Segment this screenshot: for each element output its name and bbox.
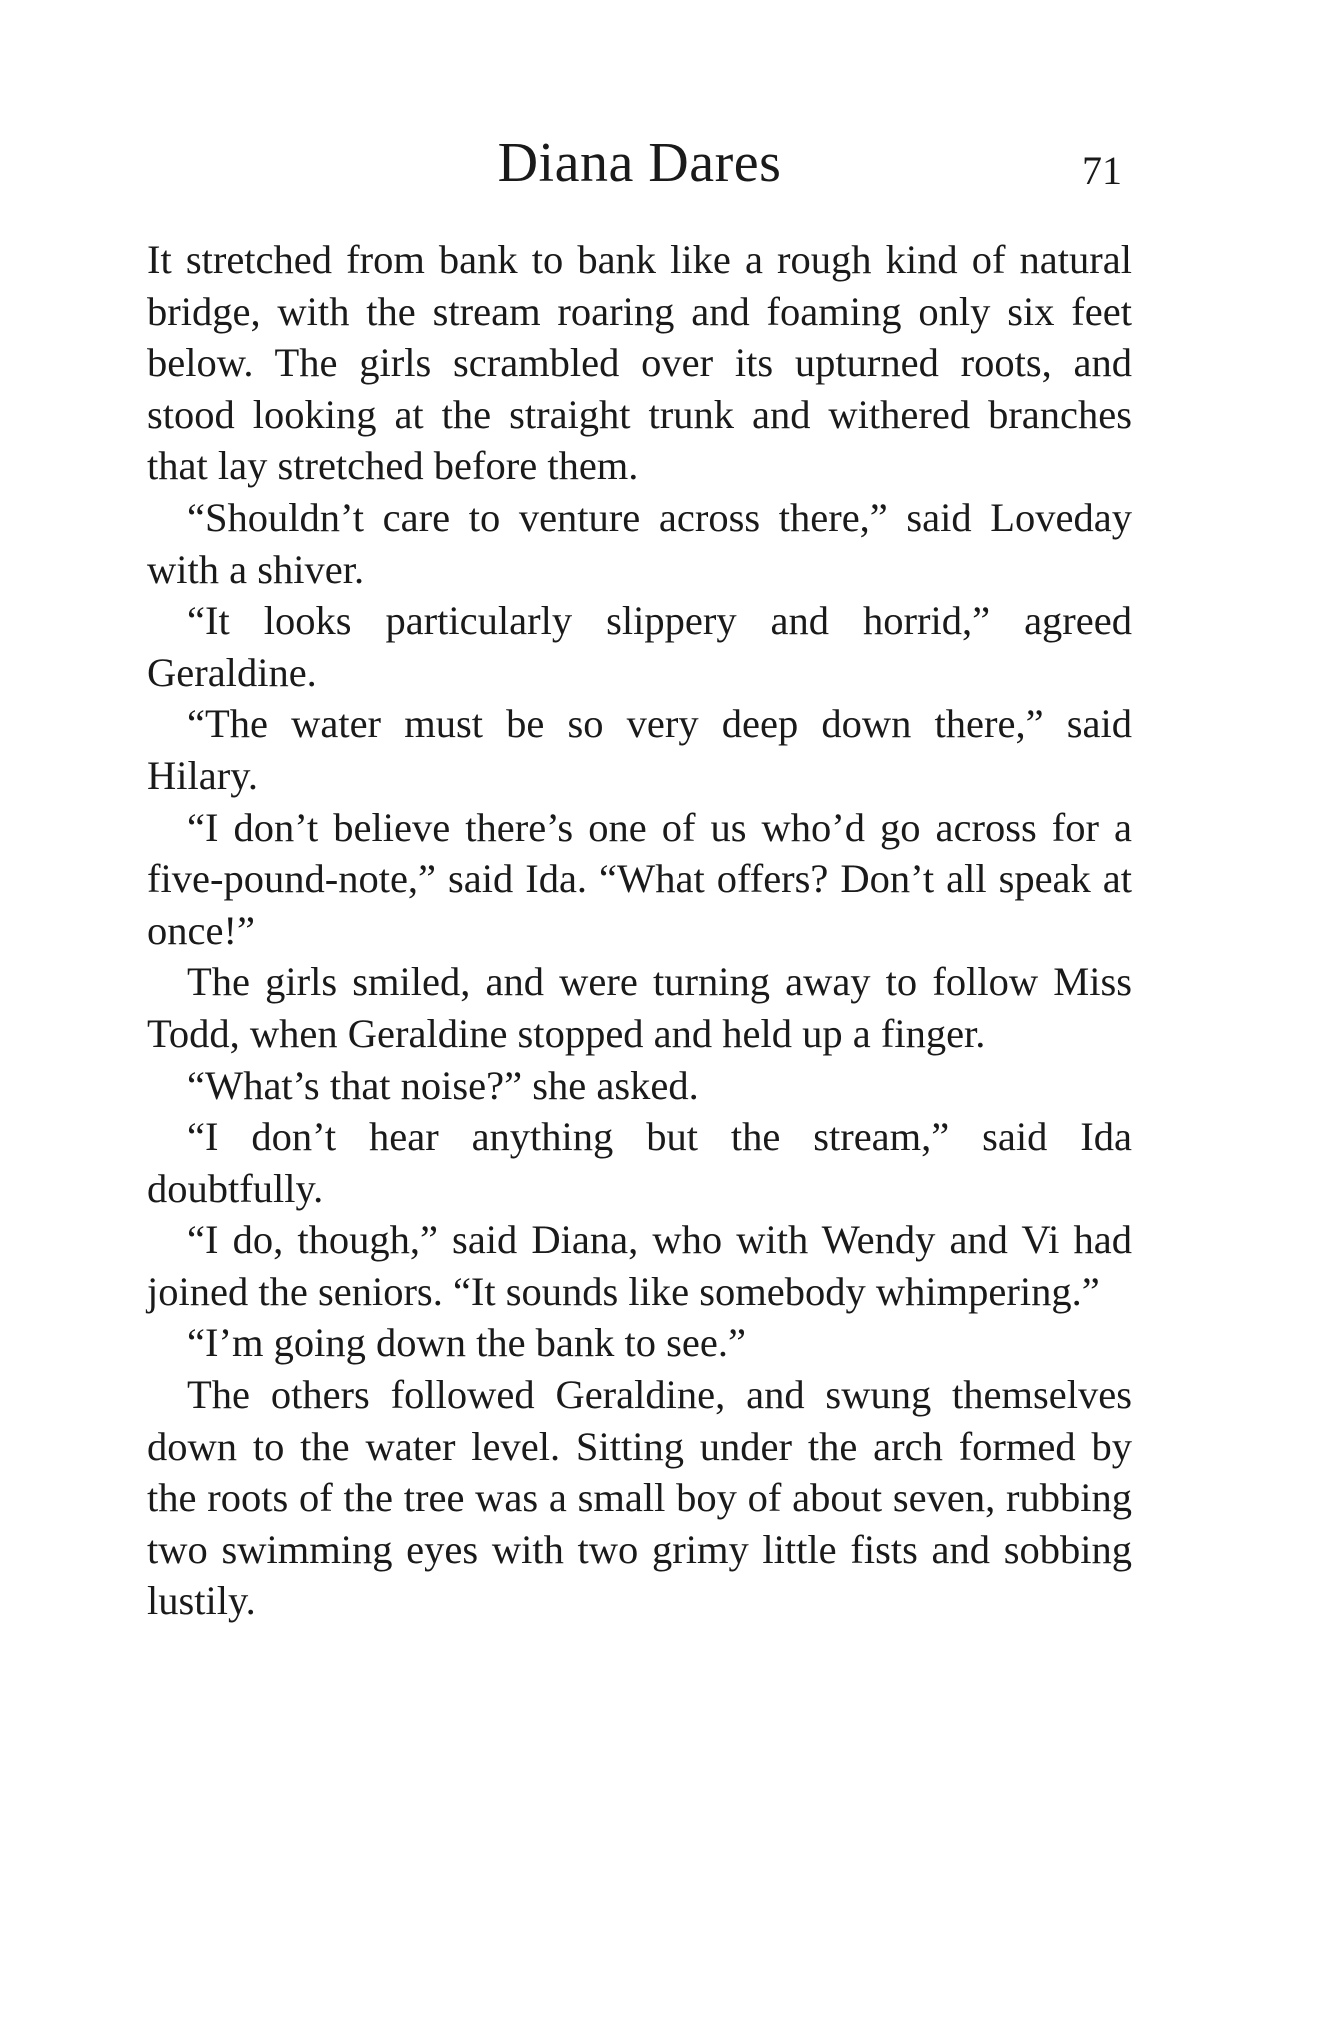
paragraph-6: The girls smiled, and were turning away to follow Miss Todd, when Geraldine stopped and held up a finger. (147, 959, 1132, 1056)
paragraph-2: “Shouldn’t care to venture across there,” said Loveday with a shiver. (147, 494, 1132, 592)
paragraph-5: “I don’t believe there’s one of us who’d go across for a five-pound-note,” said Ida. “What offers? Don’t all speak at once!” (147, 804, 1132, 953)
paragraph-4: “The water must be so very deep down there,” said Hilary. (147, 701, 1132, 798)
body-text (147, 234, 1132, 1627)
paragraph-7: “What’s that noise?” she asked. (187, 1062, 699, 1108)
page-number: 71 (1082, 148, 1122, 193)
paragraph-9: “I do, though,” said Diana, who with Wendy and Vi had joined the seniors. “It sounds like somebody whimpering.” (147, 1217, 1132, 1314)
paragraph-8: “I don’t hear anything but the stream,” said Ida doubtfully. (147, 1114, 1132, 1211)
running-title: Diana Dares (497, 132, 782, 194)
running-head (147, 128, 1132, 198)
paragraph-3: “It looks particularly slippery and horrid,” agreed Geraldine. (147, 598, 1132, 695)
paragraph-1: It stretched from bank to bank like a rough kind of natural bridge, with the stream roaring and foaming only six feet below. The girls scrambled over its upturned roots, and stood looking at the straight trunk and withered branches that lay stretched before them. (147, 237, 1132, 489)
paragraph-10: “I’m going down the bank to see.” (187, 1320, 746, 1366)
paragraph-11: The others followed Geraldine, and swung themselves down to the water level. Sitting under the arch formed by the roots of the tree was a small boy of about seven, rubbing two swimming eyes with two grimy little fists and sobbing lustily. (147, 1372, 1132, 1624)
